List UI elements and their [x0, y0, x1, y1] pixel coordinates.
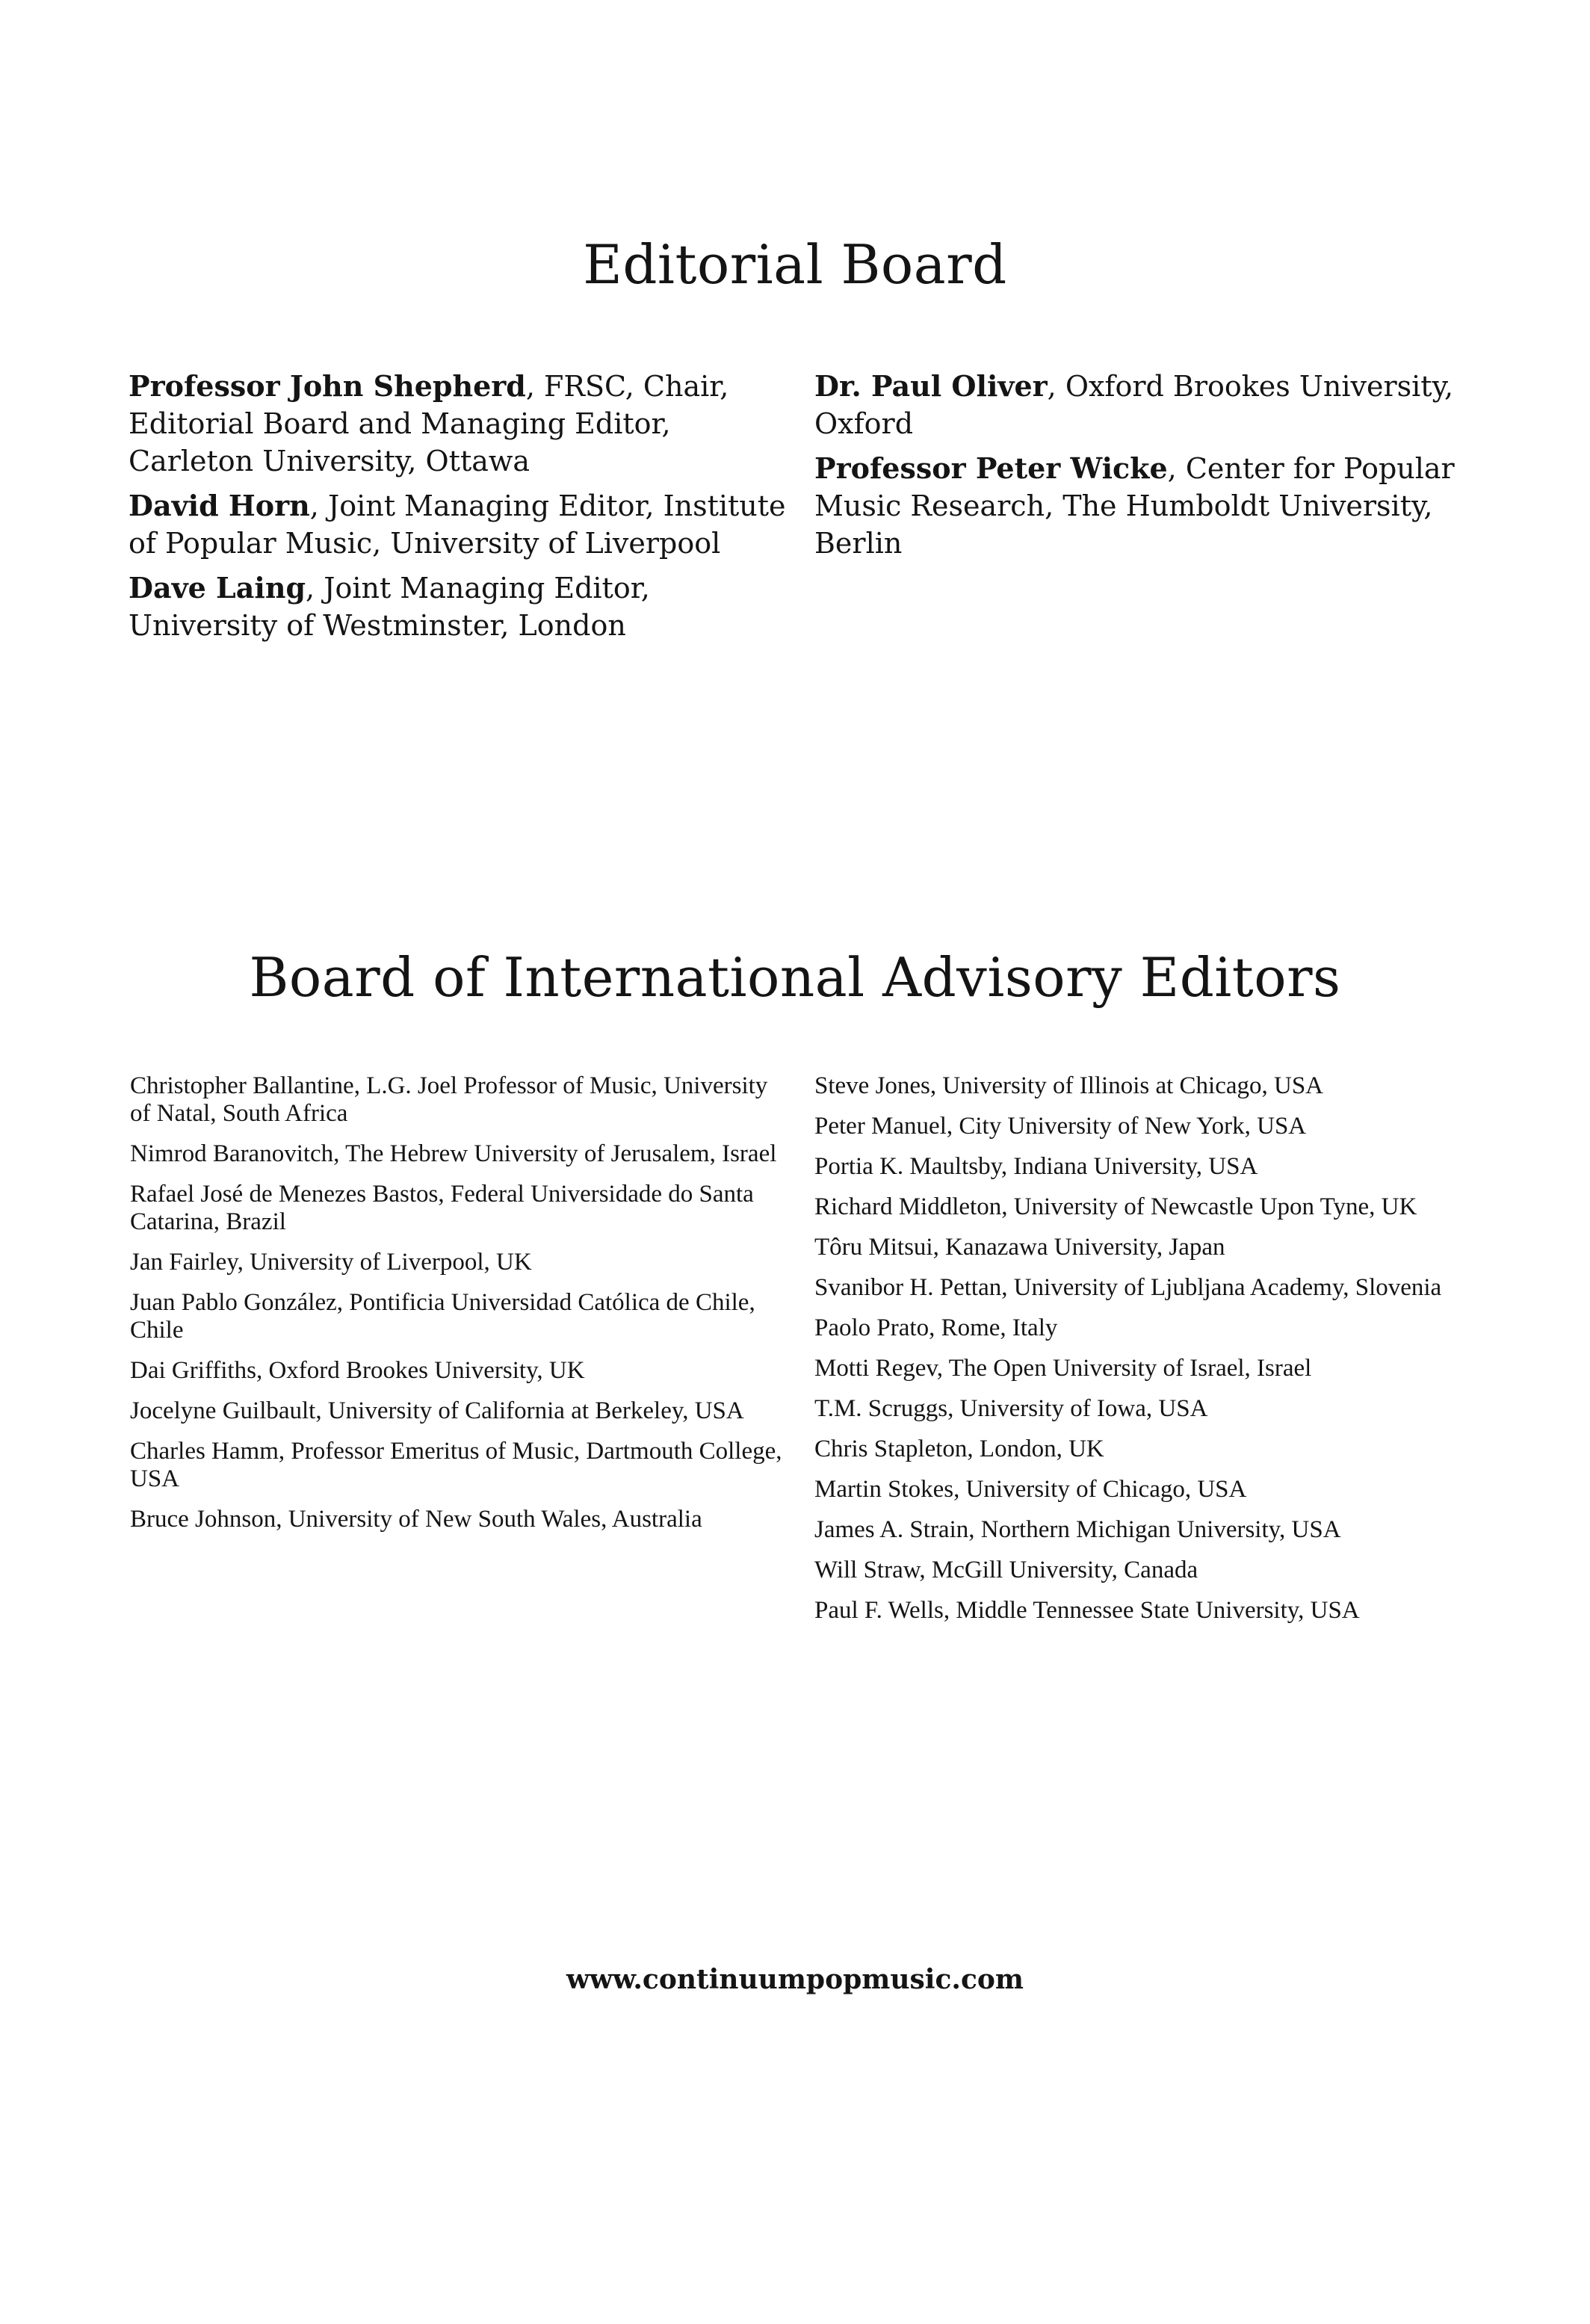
advisory-board-title: Board of International Advisory Editors [249, 946, 1341, 1009]
advisory-entry: Svanibor H. Pettan, University of Ljubljana Academy, Slovenia [814, 1274, 1442, 1301]
member-name: Dave Laing [129, 571, 306, 605]
advisory-entry: Chris Stapleton, London, UK [814, 1435, 1104, 1462]
advisory-board-left-column [130, 1072, 788, 1546]
advisory-entry: Motti Regev, The Open University of Israel, Israel [814, 1355, 1312, 1382]
advisory-entry: Paul F. Wells, Middle Tennessee State University, USA [814, 1597, 1360, 1624]
advisory-entry: Tôru Mitsui, Kanazawa University, Japan [814, 1234, 1225, 1261]
advisory-entry: Richard Middleton, University of Newcastle Upon Tyne, UK [814, 1193, 1417, 1220]
advisory-board-right-column [814, 1072, 1472, 1637]
advisory-entry: Christopher Ballantine, L.G. Joel Professor of Music, University of Natal, South Africa [130, 1072, 768, 1127]
advisory-entry: Dai Griffiths, Oxford Brookes University, UK [130, 1357, 585, 1384]
member-name: Professor Peter Wicke [814, 451, 1168, 485]
advisory-entry: Steve Jones, University of Illinois at Chicago, USA [814, 1072, 1324, 1099]
advisory-entry: Will Straw, McGill University, Canada [814, 1557, 1198, 1583]
advisory-entry: Charles Hamm, Professor Emeritus of Music, Dartmouth College, USA [130, 1438, 782, 1492]
member-affiliation: , Joint Managing Editor, University of Westminster, London [129, 572, 650, 642]
advisory-entry: Paolo Prato, Rome, Italy [814, 1314, 1058, 1341]
advisory-entry: Portia K. Maultsby, Indiana University, USA [814, 1153, 1258, 1180]
advisory-entry: Juan Pablo González, Pontificia Universidad Católica de Chile, Chile [130, 1289, 755, 1344]
advisory-entry: Jocelyne Guilbault, University of California at Berkeley, USA [130, 1397, 744, 1424]
editorial-member [129, 569, 801, 644]
editorial-member [814, 368, 1472, 442]
advisory-entry: Rafael José de Menezes Bastos, Federal Universidade do Santa Catarina, Brazil [130, 1181, 754, 1235]
editorial-member [129, 487, 801, 562]
member-name: Dr. Paul Oliver [814, 369, 1048, 403]
member-affiliation: , Oxford Brookes University, Oxford [814, 370, 1454, 440]
member-name: David Horn [129, 489, 310, 522]
advisory-entry: Martin Stokes, University of Chicago, USA [814, 1476, 1247, 1503]
editorial-board-left-column [129, 368, 801, 652]
member-affiliation: , Center for Popular Music Research, The Humboldt University, Berlin [814, 452, 1455, 560]
member-affiliation: , Joint Managing Editor, Institute of Popular Music, University of Liverpool [129, 489, 786, 560]
advisory-entry: Peter Manuel, City University of New York, USA [814, 1113, 1307, 1140]
editorial-member [129, 368, 801, 480]
website-url[interactable]: www.continuumpopmusic.com [566, 1964, 1024, 1995]
advisory-entry: Jan Fairley, University of Liverpool, UK [130, 1249, 532, 1276]
member-affiliation: , FRSC, Chair, Editorial Board and Managing Editor, Carleton University, Ottawa [129, 370, 729, 478]
member-name: Professor John Shepherd [129, 369, 526, 403]
advisory-entry: Nimrod Baranovitch, The Hebrew University of Jerusalem, Israel [130, 1140, 777, 1167]
editorial-board-title: Editorial Board [583, 233, 1007, 296]
editorial-member [814, 450, 1472, 562]
advisory-entry: T.M. Scruggs, University of Iowa, USA [814, 1395, 1208, 1422]
editorial-board-right-column [814, 368, 1472, 569]
advisory-entry: James A. Strain, Northern Michigan University, USA [814, 1516, 1341, 1543]
advisory-entry: Bruce Johnson, University of New South Wales, Australia [130, 1506, 702, 1533]
